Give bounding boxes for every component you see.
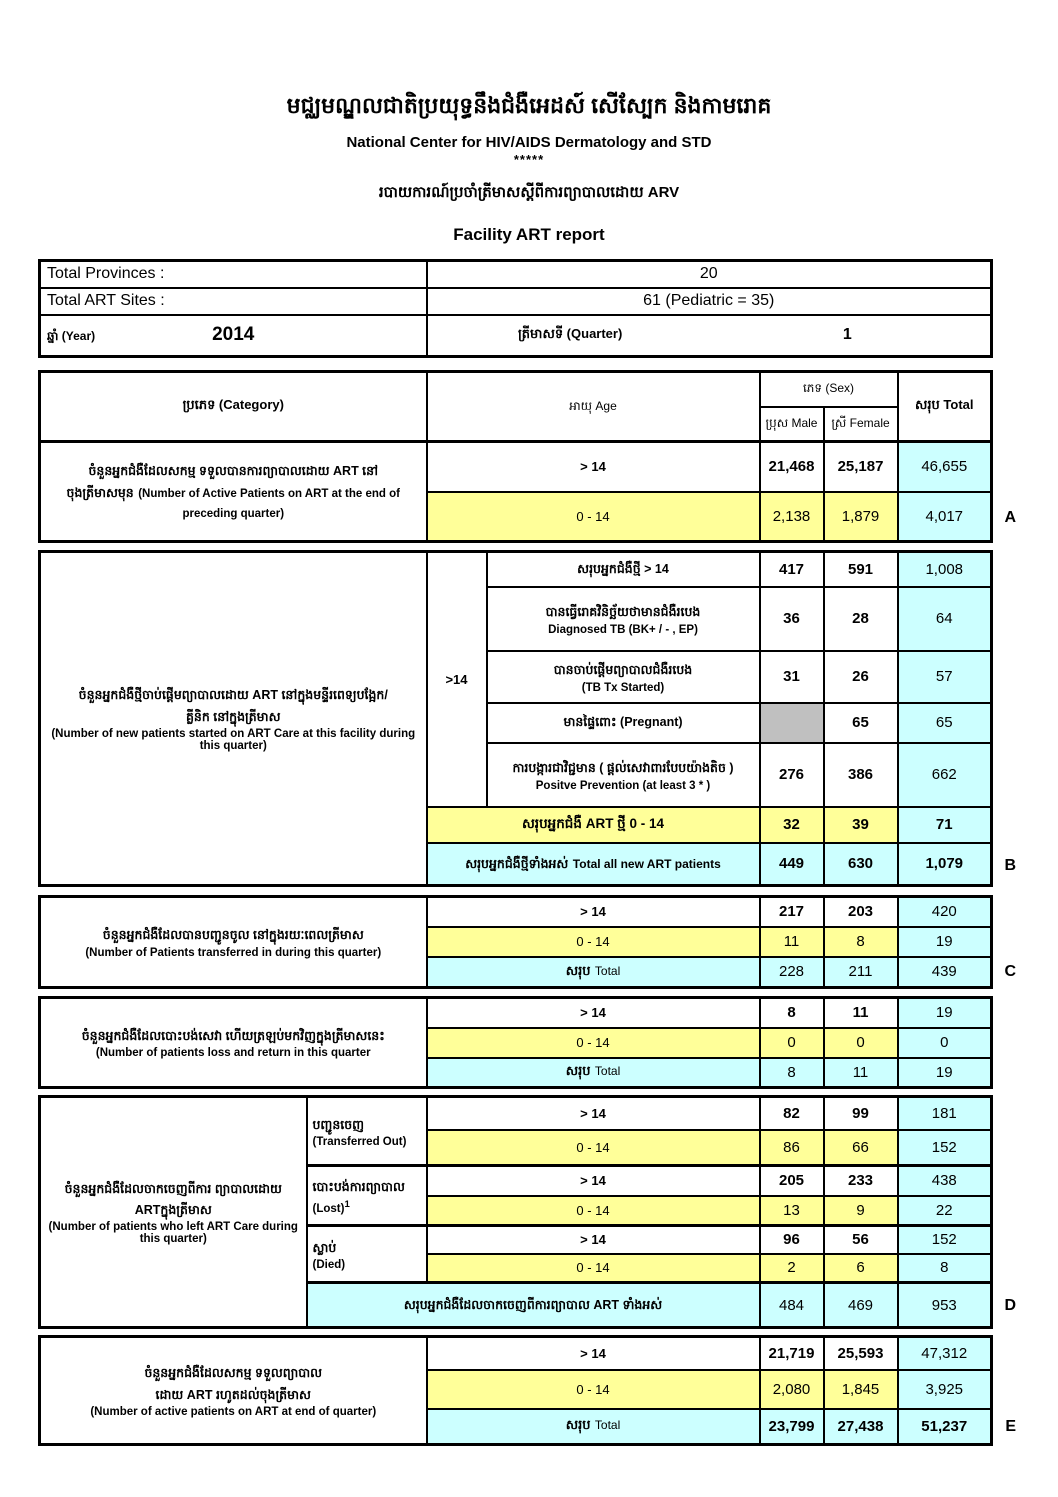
section-e-table: [38, 1335, 993, 1446]
cell-c-under14-total: 19: [898, 927, 992, 957]
year-label: ឆ្នាំ (Year): [47, 328, 96, 343]
age-label: > 14: [427, 897, 760, 927]
cell-d-died-under14-male: 2: [760, 1254, 824, 1283]
section-c-category-kh: ចំនួនអ្នកជំងឺដែលបានបញ្ជូនចូល នៅក្នុងរយៈពេលត្រីមាស: [102, 928, 364, 943]
quarter-label: ត្រីមាសទី (Quarter): [517, 325, 623, 341]
cell-c-over14-female: 203: [824, 897, 898, 927]
section-a-category-kh2: ចុងត្រីមាសមុន: [66, 485, 134, 500]
cell-c-over14-male: 217: [760, 897, 824, 927]
quarter-cell: [427, 315, 992, 357]
quarter-value: 1: [842, 326, 852, 344]
column-header-total: សរុប Total: [898, 372, 992, 442]
table-row: [40, 288, 992, 315]
group-label-lost: [307, 1166, 427, 1226]
cell-b-pregnant-total: 65: [898, 703, 992, 743]
section-a-category-en: (Number of Active Patients on ART at the end of preceding quarter): [138, 487, 400, 520]
group-label-kh: ស្លាប់: [312, 1240, 337, 1255]
table-row: [40, 897, 992, 927]
section-a-category-kh: ចំនួនអ្នកជំងឺដែលសកម្ម ទទួលបានការព្យាបាលដោយ ART នៅ: [88, 464, 379, 479]
org-title-english: National Center for HIV/AIDS Dermatology and STD: [346, 134, 712, 151]
row-label-total-left: សរុបអ្នកជំងឺដែលចាកចេញពីការព្យាបាល ART ទាំងអស់: [307, 1283, 760, 1328]
section-a-table: [38, 370, 993, 543]
cell-e-over14-female: 25,593: [824, 1337, 898, 1370]
cell-e-under14-female: 1,845: [824, 1370, 898, 1409]
cell-c-total-total: 439: [898, 957, 992, 988]
group-label-transferred-out: [307, 1097, 427, 1166]
group-label-died: [307, 1226, 427, 1283]
age-label: 0 - 14: [427, 1028, 760, 1058]
group-label-en: (Died): [312, 1259, 346, 1272]
cell-d-lost-under14-total: 22: [898, 1196, 992, 1226]
cell-e-over14-total: 47,312: [898, 1337, 992, 1370]
age-label: 0 - 14: [427, 927, 760, 957]
cell-d-total-total: 953: [898, 1283, 992, 1328]
section-e-category: [40, 1337, 427, 1445]
row-label-en: Total: [594, 1418, 621, 1433]
cell-e-under14-total: 3,925: [898, 1370, 992, 1409]
cell-d-lost-under14-male: 13: [760, 1196, 824, 1226]
row-label-en: Diagnosed TB (BK+ / - , EP): [548, 623, 698, 636]
row-label-positive-prevention: [487, 743, 760, 807]
cell-loss-under14-female: 0: [824, 1028, 898, 1058]
cell-d-to-over14-total: 181: [898, 1097, 992, 1130]
group-label-kh: បោះបង់ការព្យាបាល: [312, 1180, 405, 1195]
cell-loss-total-female: 11: [824, 1058, 898, 1088]
lost-footnote-sup: 1: [344, 1198, 350, 1210]
cell-b-new-over14-male: 417: [760, 552, 824, 587]
section-b-table: [38, 550, 993, 887]
cell-d-lost-over14-male: 205: [760, 1166, 824, 1196]
row-label-diagnosed-tb: [487, 587, 760, 651]
age-label: 0 - 14: [427, 1196, 760, 1226]
row-label-kh: សរុប: [565, 1417, 591, 1433]
age-label: > 14: [427, 1097, 760, 1130]
row-label-en: Total: [594, 1064, 621, 1079]
section-a-wrap: [38, 370, 1016, 543]
cell-c-total-male: 228: [760, 957, 824, 988]
table-row: [40, 998, 992, 1028]
column-header-category: ប្រភេទ (Category): [40, 372, 427, 442]
age-label: > 14: [427, 998, 760, 1028]
age-label: 0 - 14: [427, 492, 760, 542]
cell-a-under14-female: 1,879: [824, 492, 898, 542]
row-label-en: Positve Prevention (at least 3 * ): [535, 779, 711, 792]
row-label-kh: បានធ្វើរោគវិនិច្ឆ័យថាមានជំងឺរបេង: [545, 605, 701, 620]
total-art-sites-value: 61 (Pediatric = 35): [427, 288, 992, 315]
cell-e-under14-male: 2,080: [760, 1370, 824, 1409]
row-label-kh: សរុបអ្នកជំងឺថ្មីទាំងអស់: [465, 856, 569, 871]
cell-b-subtotal-male: 32: [760, 807, 824, 843]
cell-e-total-female: 27,438: [824, 1409, 898, 1445]
cell-d-lost-over14-female: 233: [824, 1166, 898, 1196]
cell-d-died-under14-female: 6: [824, 1254, 898, 1283]
cell-loss-total-total: 19: [898, 1058, 992, 1088]
cell-d-died-over14-total: 152: [898, 1226, 992, 1254]
cell-d-lost-under14-female: 9: [824, 1196, 898, 1226]
cell-a-over14-total: 46,655: [898, 442, 992, 492]
cell-b-total-female: 630: [824, 843, 898, 886]
cell-b-tb-male: 36: [760, 587, 824, 651]
year-cell: [40, 315, 427, 357]
cell-b-prevention-male: 276: [760, 743, 824, 807]
section-e-category-en: (Number of active patients on ART at end of quarter): [90, 1405, 377, 1418]
section-c-table: [38, 895, 993, 989]
cell-loss-over14-total: 19: [898, 998, 992, 1028]
section-d-category-kh2: ARTក្នុងត្រីមាស: [134, 1203, 212, 1217]
column-header-female: ស្រី Female: [824, 407, 898, 442]
cell-a-under14-total: 4,017: [898, 492, 992, 542]
cell-e-total-total: 51,237: [898, 1409, 992, 1445]
cell-a-over14-female: 25,187: [824, 442, 898, 492]
cell-loss-under14-total: 0: [898, 1028, 992, 1058]
section-d-table: [38, 1095, 993, 1329]
row-label-kh: ការបង្ការជាវិជ្ជមាន ( ផ្តល់សេវាពារបែបយ៉ាងតិច ): [512, 761, 734, 776]
section-loss-category-kh: ចំនួនអ្នកជំងឺដែលបោះបង់សេវា ហើយត្រឡប់មកវិញក្នុងត្រីមាសនេះ: [81, 1028, 385, 1043]
section-c-wrap: [38, 895, 1016, 989]
row-label-total-new: [427, 843, 760, 886]
row-label-kh: សរុប: [565, 1063, 591, 1079]
cell-b-tbtx-total: 57: [898, 651, 992, 703]
section-letter-e: E: [1005, 1418, 1016, 1435]
column-header-male: ប្រុស Male: [760, 407, 824, 442]
section-b-category-en: (Number of new patients started on ART Care at this facility during this quarter): [51, 727, 416, 752]
cell-d-to-over14-female: 99: [824, 1097, 898, 1130]
cell-c-total-female: 211: [824, 957, 898, 988]
row-label-total: [427, 1058, 760, 1088]
cell-loss-over14-male: 8: [760, 998, 824, 1028]
section-c-category-en: (Number of Patients transferred in during this quarter): [85, 946, 382, 959]
age-label: 0 - 14: [427, 1130, 760, 1166]
cell-b-subtotal-total: 71: [898, 807, 992, 843]
cell-c-under14-female: 8: [824, 927, 898, 957]
section-d-wrap: [38, 1095, 1016, 1329]
section-loss-category-en: (Number of patients loss and return in this quarter: [95, 1047, 371, 1060]
cell-d-to-under14-total: 152: [898, 1130, 992, 1166]
cell-d-total-female: 469: [824, 1283, 898, 1328]
section-loss-wrap: [38, 996, 990, 1089]
cell-b-tbtx-male: 31: [760, 651, 824, 703]
row-label-pregnant: មានផ្ទៃពោះ (Pregnant): [487, 703, 760, 743]
report-title: Facility ART report: [453, 225, 605, 244]
year-value: 2014: [212, 324, 255, 346]
group-label-en: (Lost)$^1$: [312, 1198, 350, 1215]
org-title-khmer: មជ្ឈមណ្ឌលជាតិប្រយុទ្ធនឹងជំងឺអេដស៍ សើស្បែក និងកាមរោគ: [286, 93, 772, 118]
cell-e-total-male: 23,799: [760, 1409, 824, 1445]
column-header-sex: ភេទ (Sex): [760, 372, 898, 407]
cell-loss-total-male: 8: [760, 1058, 824, 1088]
section-c-category: [40, 897, 427, 988]
age-label: 0 - 14: [427, 1370, 760, 1409]
cell-a-under14-male: 2,138: [760, 492, 824, 542]
section-b-wrap: [38, 550, 1016, 887]
row-label-en: Total: [594, 963, 621, 978]
age-label: > 14: [427, 1166, 760, 1196]
total-provinces-label: Total Provinces :: [40, 261, 427, 288]
row-label-new-over14: សរុបអ្នកជំងឺថ្មី > 14: [487, 552, 760, 587]
section-e-category-kh: ចំនួនអ្នកជំងឺដែលសកម្ម ទទួលព្យាបាល: [144, 1366, 323, 1381]
table-row: [40, 261, 992, 288]
cell-b-pregnant-male-disabled: [760, 703, 824, 743]
section-letter-b: B: [1004, 857, 1016, 874]
cell-b-tbtx-female: 26: [824, 651, 898, 703]
group-label-en: (Transferred Out): [312, 1136, 407, 1149]
report-header: [0, 0, 1058, 245]
section-d-category-kh: ចំនួនអ្នកជំងឺដែលចាកចេញពីការ ព្យាបាលដោយ: [64, 1181, 282, 1196]
row-label-total: [427, 1409, 760, 1445]
cell-b-total-total: 1,079: [898, 843, 992, 886]
row-label-subtotal-0-14: សរុបអ្នកជំងឺ ART ថ្មី 0 - 14: [427, 807, 760, 843]
table-row: [40, 552, 992, 587]
age-label: > 14: [427, 1226, 760, 1254]
cell-c-under14-male: 11: [760, 927, 824, 957]
cell-loss-under14-male: 0: [760, 1028, 824, 1058]
row-label-tb-tx-started: [487, 651, 760, 703]
total-provinces-value: 20: [427, 261, 992, 288]
section-b-age-group: >14: [427, 552, 487, 807]
row-label-kh: សរុប: [565, 962, 591, 978]
age-label: > 14: [427, 1337, 760, 1370]
stars-divider: *****: [513, 152, 545, 167]
column-header-age: អាយុ Age: [427, 372, 760, 442]
info-table: [38, 259, 993, 358]
cell-b-subtotal-female: 39: [824, 807, 898, 843]
age-label: > 14: [427, 442, 760, 492]
cell-b-prevention-total: 662: [898, 743, 992, 807]
table-row: [40, 372, 992, 407]
table-row: [40, 315, 992, 357]
cell-d-died-over14-male: 96: [760, 1226, 824, 1254]
cell-d-to-over14-male: 82: [760, 1097, 824, 1130]
cell-d-to-under14-female: 66: [824, 1130, 898, 1166]
section-letter-c: C: [1004, 963, 1016, 980]
row-label-total: [427, 957, 760, 988]
section-loss-category: [40, 998, 427, 1088]
section-d-category-en: (Number of patients who left ART Care during this quarter): [48, 1221, 298, 1246]
section-b-category: [40, 552, 427, 886]
cell-b-prevention-female: 386: [824, 743, 898, 807]
cell-d-lost-over14-total: 438: [898, 1166, 992, 1196]
cell-b-pregnant-female: 65: [824, 703, 898, 743]
cell-a-over14-male: 21,468: [760, 442, 824, 492]
table-row: [40, 1097, 992, 1130]
row-label-en: Total all new ART patients: [572, 856, 721, 871]
cell-d-total-male: 484: [760, 1283, 824, 1328]
info-table-wrap: [38, 259, 990, 358]
total-art-sites-label: Total ART Sites :: [40, 288, 427, 315]
row-label-kh: បានចាប់ផ្តើមព្យាបាលជំងឺរបេង: [553, 663, 693, 678]
cell-loss-over14-female: 11: [824, 998, 898, 1028]
row-label-en: (TB Tx Started): [581, 681, 665, 694]
section-b-category-kh: ចំនួនអ្នកជំងឺថ្មីចាប់ផ្តើមព្យាបាលដោយ ART នៅក្នុងមន្ទីរពេទ្យបង្អែក/: [78, 688, 388, 703]
table-row: [40, 442, 992, 492]
section-b-category-kh2: គ្លីនិក នៅក្នុងត្រីមាស: [186, 709, 281, 724]
group-label-kh: បញ្ជូនចេញ: [312, 1117, 365, 1132]
cell-b-tb-total: 64: [898, 587, 992, 651]
cell-d-died-over14-female: 56: [824, 1226, 898, 1254]
cell-b-tb-female: 28: [824, 587, 898, 651]
cell-b-total-male: 449: [760, 843, 824, 886]
section-e-category-kh2: ដោយ ART រហូតដល់ចុងត្រីមាស: [155, 1387, 311, 1402]
section-loss-table: [38, 996, 993, 1089]
cell-c-over14-total: 420: [898, 897, 992, 927]
report-subtitle-khmer: របាយការណ៍ប្រចាំត្រីមាសស្តីពីការព្យាបាលដោយ ARV: [378, 184, 680, 201]
age-label: 0 - 14: [427, 1254, 760, 1283]
section-letter-a: A: [1004, 509, 1016, 526]
section-d-category: [40, 1097, 307, 1328]
section-e-wrap: [38, 1335, 1016, 1446]
section-a-category: [40, 442, 427, 542]
cell-b-new-over14-total: 1,008: [898, 552, 992, 587]
cell-d-died-under14-total: 8: [898, 1254, 992, 1283]
cell-d-to-under14-male: 86: [760, 1130, 824, 1166]
cell-b-new-over14-female: 591: [824, 552, 898, 587]
table-row: [40, 1337, 992, 1370]
cell-e-over14-male: 21,719: [760, 1337, 824, 1370]
section-letter-d: D: [1004, 1297, 1016, 1314]
